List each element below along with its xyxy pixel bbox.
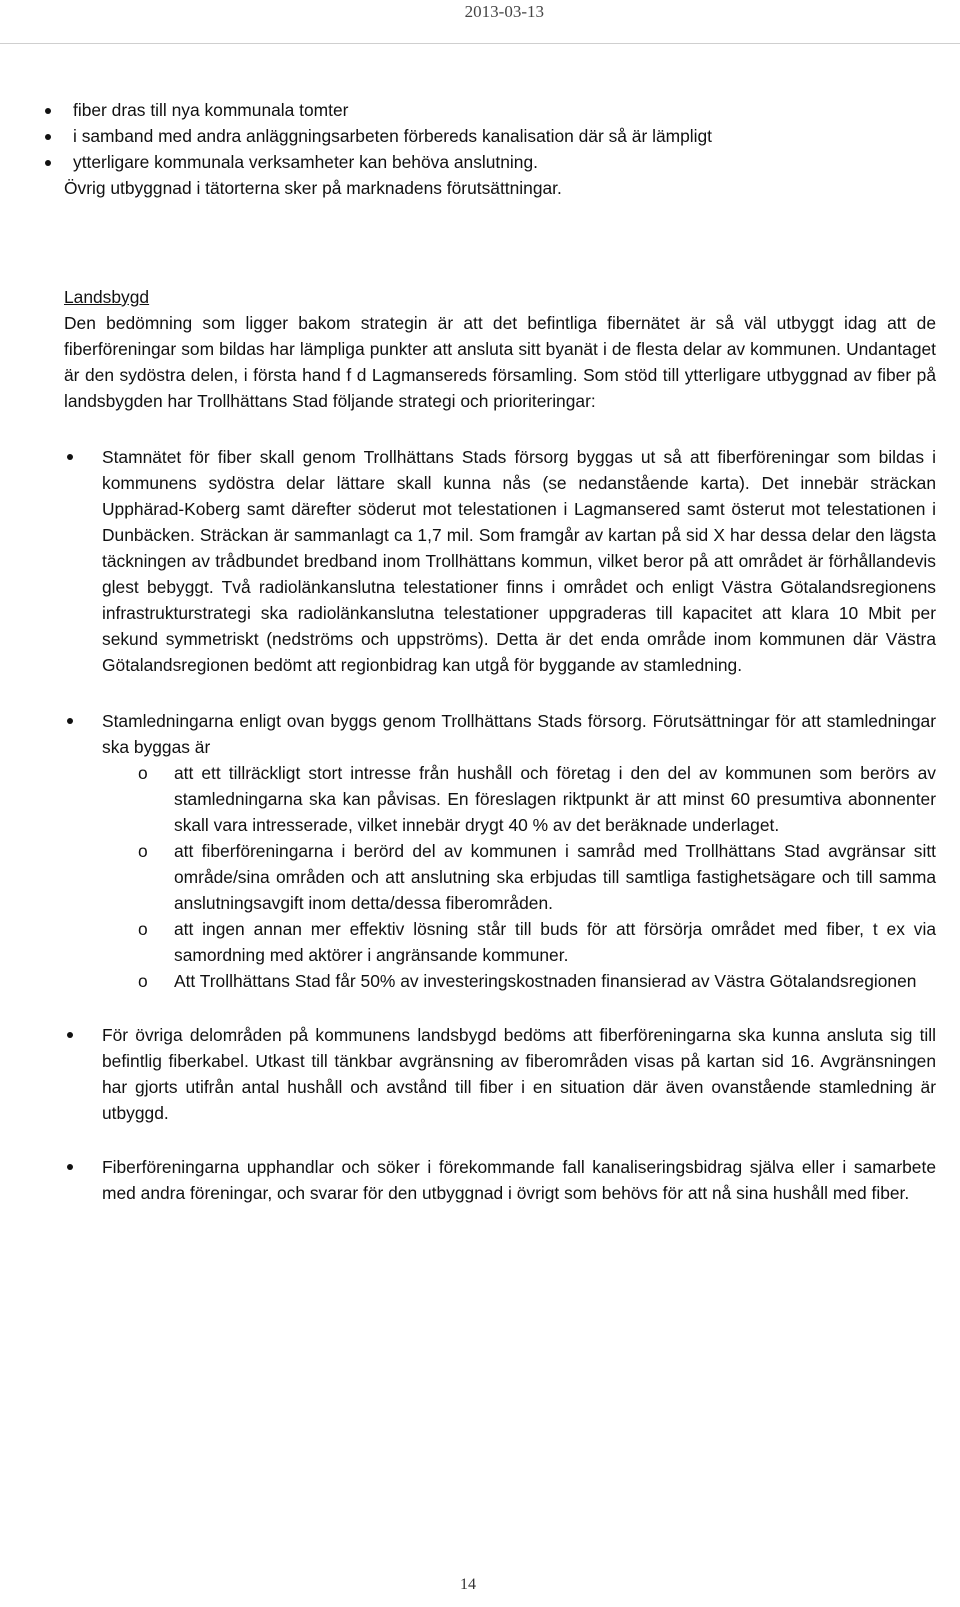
sub-bullet-marker: o [138,841,148,861]
bullet-icon [45,160,51,166]
header-date: 2013-03-13 [464,2,544,21]
bullet-icon [67,1032,73,1038]
list-item: fiber dras till nya kommunala tomter [0,97,960,123]
bullet-icon [67,718,73,724]
list-item: Fiberföreningarna upphandlar och söker i förekommande fall kanaliseringsbidrag själva eller i samarbete med andra föreningar, och svarar för den utbyggnad i övrigt som behövs för att nå sina hushåll med fiber. [64,1154,936,1206]
strategy-bullet-list [64,444,936,1206]
section-paragraph: Den bedömning som ligger bakom strategin är att det befintliga fibernätet är så väl utbyggt idag att de fiberföreningar som bildas har lämpliga punkter att ansluta sitt byanät i de flesta delar av kommunen. Undantaget är den sydöstra delen, i första hand f d Lagmansereds församling. Som stöd till ytterligare utbyggnad av fiber på landsbygden har Trollhättans Stad följande strategi och prioriteringar: [64,313,936,411]
intro-closing-text: Övrig utbyggnad i tätorterna sker på marknadens förutsättningar. [64,178,562,198]
sub-list-item: o att ett tillräckligt stort intresse från hushåll och företag i den del av kommunen som berörs av stamledningarna ska kan påvisas. En föreslagen riktpunkt är att minst 60 presumtiva abonnenter skall vara intresserade, vilket innebär drygt 40 % av det beräknade underlaget. [64,760,936,838]
document-body [64,97,936,1206]
page-number: 14 [460,1576,476,1593]
bullet-icon [45,108,51,114]
intro-bullet-list [64,97,936,175]
list-item: Stamnätet för fiber skall genom Trollhättans Stads försorg byggas ut så att fiberföreningar som bildas i kommunens sydöstra delar lättare skall kunna nås (se nedanstående karta). Det innebär sträckan Upphärad-Koberg samt därefter söderut mot telestationen i Lagmansered samt österut mot telestationen i Dunbäcken. Sträckan är sammanlagt ca 1,7 mil. Som framgår av kartan på sid X har dessa delar den lägsta täckningen av trådbundet bredband inom Trollhättans kommun, vilket beror på att området är förhållandevis glest bebyggt. Två radiolänkanslutna telestationer finns i området och enligt Västra Götalandsregionens infrastrukturstrategi ska radiolänkanslutna telestationer uppgraderas till kapacitet att klara 10 Mbit per sekund symmetriskt (nedströms och uppströms). Detta är det enda område inom kommunen där Västra Götalandsregionen bedömt att regionbidrag kan utgå för byggande av stamledning. [64,444,936,678]
bullet-icon [67,454,73,460]
sub-bullet-marker: o [138,919,148,939]
sub-list-item: o att fiberföreningarna i berörd del av kommunen i samråd med Trollhättans Stad avgränsar sitt område/sina områden och att anslutning ska erbjudas till samtliga fastighetsägare och till samma anslutningsavgift inom detta/dessa fiberområden. [64,838,936,916]
section-heading: Landsbygd [64,287,150,307]
sub-bullet-marker: o [138,763,148,783]
list-item: För övriga delområden på kommunens landsbygd bedöms att fiberföreningarna ska kunna ansluta sig till befintlig fiberkabel. Utkast till tänkbar avgränsning av fiberområden visas på kartan sid 16. Avgränsningen har gjorts utifrån antal hushåll och avstånd till fiber i en situation där även ovanstående stamledning är utbyggd. [64,1022,936,1126]
sub-list-item: o Att Trollhättans Stad får 50% av investeringskostnaden finansierad av Västra Götalandsregionen [64,968,936,994]
sub-list-item: o att ingen annan mer effektiv lösning står till buds för att försörja området med fiber, t ex via samordning med aktörer i angränsande kommuner. [64,916,936,968]
bullet-icon [45,134,51,140]
list-item: Stamledningarna enligt ovan byggs genom Trollhättans Stads försorg. Förutsättningar för att stamledningar ska byggas är o att ett tillräckligt stort intresse från hushåll och företag i den del av kommunen som berörs av stamledningarna ska kan påvisas. En föreslagen riktpunkt är att minst 60 presumtiva abonnenter skall vara intresserade, vilket innebär drygt 40 % av det beräknade underlaget. o att fiberföreningarna i berörd del av kommunen i samråd med Trollhättans Stad avgränsar sitt område/sina områden och att anslutning ska erbjudas till samtliga fastighetsägare och till samma anslutningsavgift inom detta/dessa fiberområden. o att ingen annan mer effektiv lösning står till buds för att försörja området med fiber, t ex via samordning med aktörer i angränsande kommuner. o Att Trollhättans Stad får 50% av investeringskostnaden finansierad av Västra Götalandsregionen [64,708,936,994]
sub-bullet-marker: o [138,971,148,991]
sub-bullet-list [102,760,936,994]
list-item: i samband med andra anläggningsarbeten förbereds kanalisation där så är lämpligt [0,123,960,149]
list-item: ytterligare kommunala verksamheter kan behöva anslutning. [0,149,960,175]
header-divider [0,43,960,44]
bullet-icon [67,1164,73,1170]
